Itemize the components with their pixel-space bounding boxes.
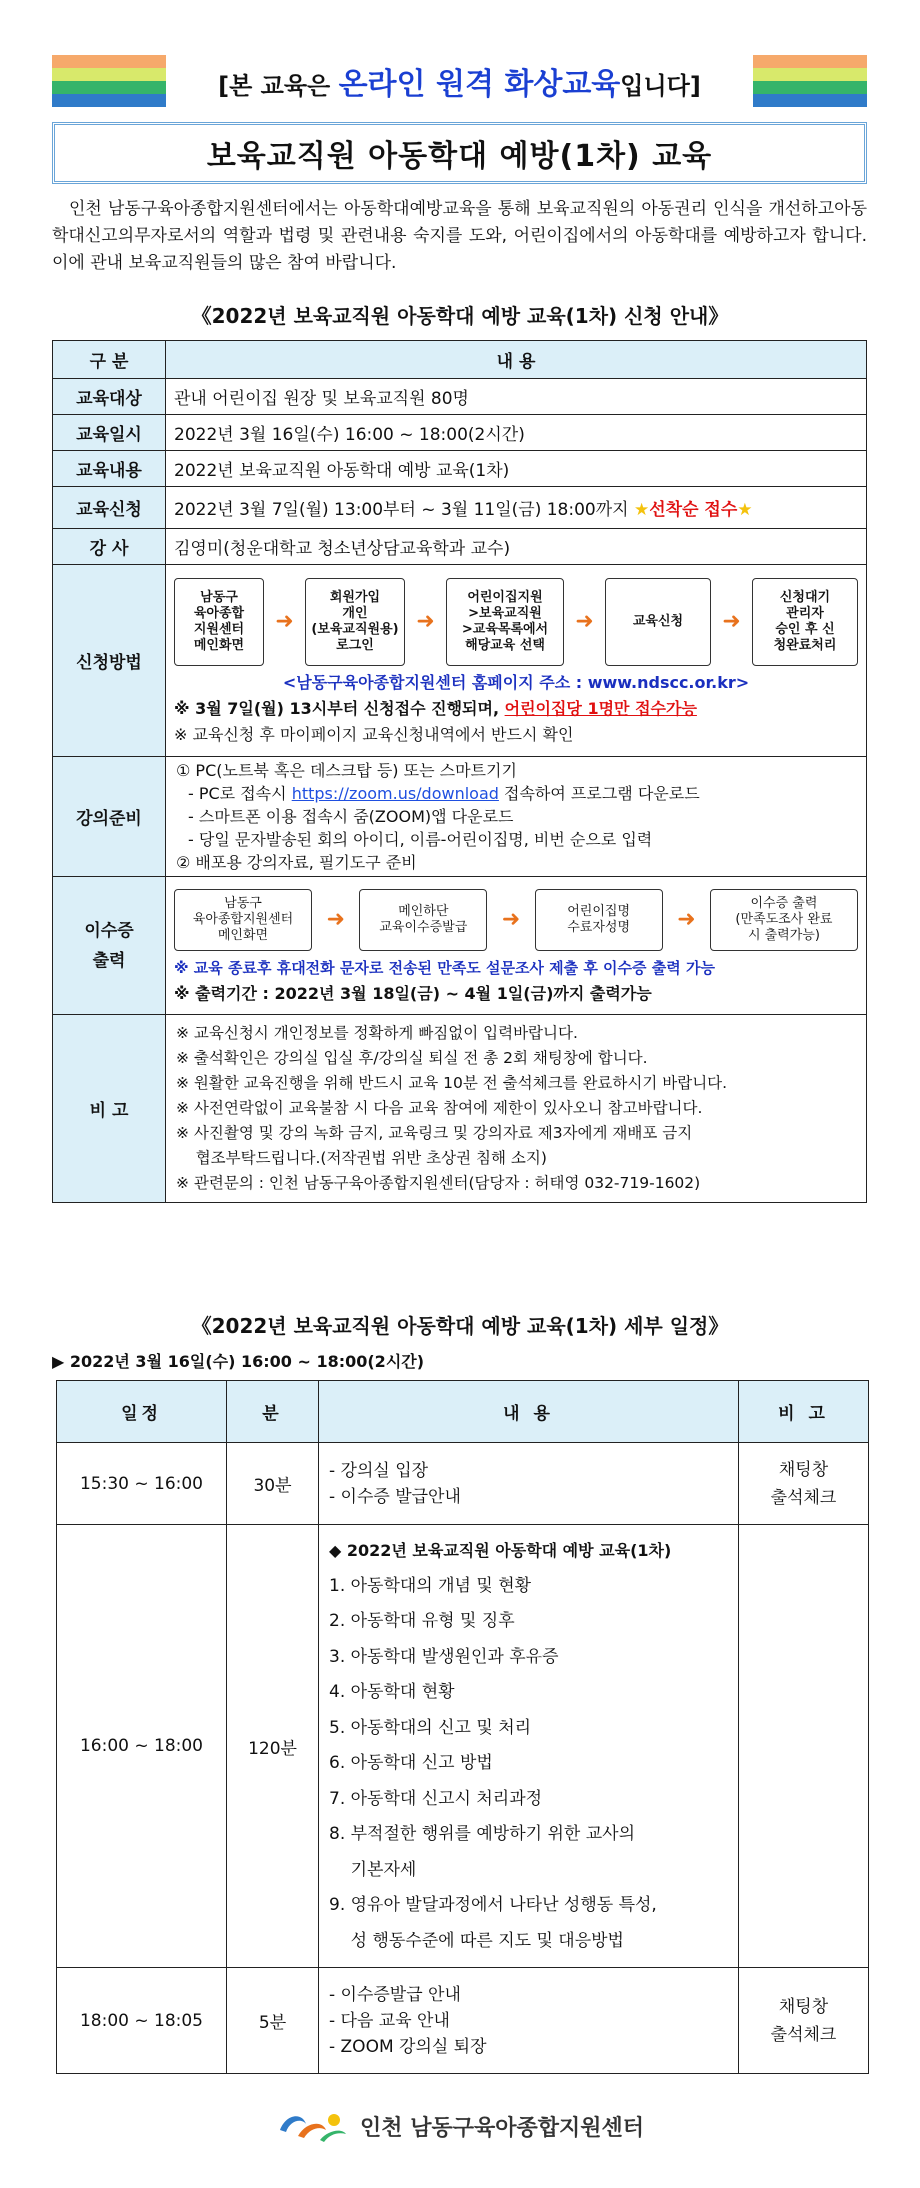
- row-remarks: [53, 1015, 867, 1203]
- cert-step-2: 메인하단 교육이수증발급: [359, 889, 487, 951]
- value-lecturer: 김영미(청운대학교 청소년상담교육학과 교수): [166, 529, 867, 565]
- method-step-4: 교육신청: [605, 578, 711, 666]
- method-flow: [174, 574, 858, 670]
- sched-time: 15:30 ~ 16:00: [57, 1443, 227, 1525]
- schedule-row-2: [57, 1525, 869, 1968]
- arrow-icon: ➜: [326, 907, 345, 932]
- page-title: 보육교직원 아동학대 예방(1차) 교육: [206, 139, 713, 174]
- info-head-label: 구 분: [53, 341, 166, 379]
- schedule-head-row: [57, 1381, 869, 1443]
- sched-time: 18:00 ~ 18:05: [57, 1968, 227, 2074]
- homepage-address: <남동구육아종합지원센터 홈페이지 주소 : www.ndscc.or.kr>: [282, 672, 750, 692]
- row-method: [53, 565, 867, 757]
- label-lecturer: 강 사: [53, 529, 166, 565]
- method-step-2: 회원가입 개인 (보육교직원용) 로그인: [305, 578, 405, 666]
- row-content: [53, 451, 867, 487]
- cert-step-1: 남동구 육아종합지원센터 메인화면: [174, 889, 312, 951]
- schedule-row-1: [57, 1443, 869, 1525]
- footer: [0, 2108, 920, 2144]
- sched-head-content: 내 용: [319, 1381, 739, 1443]
- schedule-date: ▶ 2022년 3월 16일(수) 16:00 ~ 18:00(2시간): [52, 1352, 425, 1371]
- sched-time: 16:00 ~ 18:00: [57, 1525, 227, 1968]
- label-prep: 강의준비: [53, 757, 166, 877]
- decor-stripes-left: [52, 55, 166, 107]
- sched-content: - 이수증발급 안내 - 다음 교육 안내 - ZOOM 강의실 퇴장: [319, 1968, 739, 2074]
- center-logo-icon: [276, 2108, 350, 2144]
- value-method: [166, 565, 867, 757]
- schedule-table: [56, 1380, 869, 2074]
- sched-note: 채팅창 출석체크: [739, 1443, 869, 1525]
- banner-text: [본 교육은 온라인 원격 화상교육입니다]: [218, 67, 701, 102]
- label-certificate: 이수증 출력: [53, 877, 166, 1015]
- row-apply: [53, 487, 867, 529]
- sched-note: 채팅창 출석체크: [739, 1968, 869, 2074]
- sched-content: - 강의실 입장 - 이수증 발급안내: [319, 1443, 739, 1525]
- label-target: 교육대상: [53, 379, 166, 415]
- footer-center-name: 인천 남동구육아종합지원센터: [360, 2115, 644, 2141]
- method-note-1: ※ 3월 7일(월) 13시부터 신청접수 진행되며, 어린이집당 1명만 접수가능: [174, 698, 697, 718]
- value-target: 관내 어린이집 원장 및 보육교직원 80명: [166, 379, 867, 415]
- cert-note-2: ※ 출력기간 : 2022년 3월 18일(금) ~ 4월 1일(금)까지 출력가능: [174, 983, 652, 1003]
- info-head-row: [53, 341, 867, 379]
- row-date: [53, 415, 867, 451]
- zoom-download-link[interactable]: https://zoom.us/download: [291, 784, 499, 803]
- label-remarks: 비 고: [53, 1015, 166, 1203]
- label-content: 교육내용: [53, 451, 166, 487]
- method-step-5: 신청대기 관리자 승인 후 신 청완료처리: [752, 578, 858, 666]
- info-head-content: 내 용: [166, 341, 867, 379]
- info-section-title: 《2022년 보육교직원 아동학대 예방 교육(1차) 신청 안내》: [191, 304, 729, 328]
- row-target: [53, 379, 867, 415]
- method-step-1: 남동구 육아종합 지원센터 메인화면: [174, 578, 264, 666]
- row-lecturer: [53, 529, 867, 565]
- sched-head-note: 비 고: [739, 1381, 869, 1443]
- cert-step-4: 이수증 출력 (만족도조사 완료 시 출력가능): [710, 889, 858, 951]
- label-apply: 교육신청: [53, 487, 166, 529]
- intro-paragraph: 인천 남동구육아종합지원센터에서는 아동학대예방교육을 통해 보육교직원의 아동권리 인식을 개선하고아동학대신고의무자로서의 역할과 법령 및 관련내용 숙지를 도와, 어린이집에서의 아동학대를 예방하고자 합니다. 이에 관내 보육교직원들의 많은 참여 바랍니다.: [52, 199, 867, 273]
- arrow-icon: ➜: [275, 609, 294, 634]
- arrow-icon: ➜: [416, 609, 435, 634]
- cert-flow: [174, 885, 858, 955]
- info-table: [52, 340, 867, 1203]
- decor-stripes-right: [753, 55, 867, 107]
- banner-highlight: 온라인 원격 화상교육: [338, 67, 621, 102]
- cert-note-1: ※ 교육 종료후 휴대전화 문자로 전송된 만족도 설문조사 제출 후 이수증 출력 가능: [174, 958, 715, 977]
- top-banner: [52, 55, 867, 113]
- row-certificate: [53, 877, 867, 1015]
- schedule-section-title: 《2022년 보육교직원 아동학대 예방 교육(1차) 세부 일정》: [191, 1314, 729, 1338]
- sched-content: ◆ 2022년 보육교직원 아동학대 예방 교육(1차) 1. 아동학대의 개념 및 현황 2. 아동학대 유형 및 징후 3. 아동학대 발생원인과 후유증 4. 아동학대 현황 5. 아동학대의 신고 및 처리 6. 아동학대 신고 방법 7. 아동학대 신고시 처리과정 8. 부적절한 행위를 예방하기 위한 교사의 기본자세 9. 영유아 발달과정에서 나타난 성행동 특성, 성 행동수준에 따른 지도 및 대응방법: [319, 1525, 739, 1968]
- arrow-icon: ➜: [575, 609, 594, 634]
- value-certificate: [166, 877, 867, 1015]
- star-icon: ★: [633, 500, 650, 520]
- sched-minutes: 120분: [227, 1525, 319, 1968]
- value-apply: 2022년 3월 7일(월) 13:00부터 ~ 3월 11일(금) 18:00까지 ★선착순 접수★: [166, 487, 867, 529]
- arrow-icon: ➜: [501, 907, 521, 932]
- sched-minutes: 30분: [227, 1443, 319, 1525]
- arrow-icon: ➜: [722, 609, 741, 634]
- arrow-icon: ➜: [677, 907, 696, 932]
- sched-head-time: 일정: [57, 1381, 227, 1443]
- label-date: 교육일시: [53, 415, 166, 451]
- value-remarks: ※ 교육신청시 개인정보를 정확하게 빠짐없이 입력바랍니다. ※ 출석확인은 강의실 입실 후/강의실 퇴실 전 총 2회 채팅창에 합니다. ※ 원활한 교육진행을 위해 반드시 교육 10분 전 출석체크를 완료하시기 바랍니다. ※ 사전연락없이 교육불참 시 다음 교육 참여에 제한이 있사오니 참고바랍니다. ※ 사진촬영 및 강의 녹화 금지, 교육링크 및 강의자료 제3자에게 재배포 금지 협조부탁드립니다.(저작권법 위반 초상권 침해 소지) ※ 관련문의 : 인천 남동구육아종합지원센터(담당자 : 허태영 032-719-1602): [166, 1015, 867, 1203]
- apply-note: 선착순 접수: [649, 500, 738, 520]
- sched-head-minutes: 분: [227, 1381, 319, 1443]
- star-icon: ★: [737, 500, 753, 520]
- value-content: 2022년 보육교직원 아동학대 예방 교육(1차): [166, 451, 867, 487]
- sched-note: [739, 1525, 869, 1968]
- sched-minutes: 5분: [227, 1968, 319, 2074]
- page-title-box: [52, 122, 867, 184]
- schedule-row-3: [57, 1968, 869, 2074]
- value-prep: ① PC(노트북 혹은 데스크탑 등) 또는 스마트기기 - PC로 접속시 https://zoom.us/download 접속하여 프로그램 다운로드 - 스마트폰 이용 접속시 줌(ZOOM)앱 다운로드 - 당일 문자발송된 회의 아이디, 이름-어린이집명, 비번 순으로 입력 ② 배포용 강의자료, 필기도구 준비: [166, 757, 867, 877]
- label-method: 신청방법: [53, 565, 166, 757]
- cert-step-3: 어린이집명 수료자성명: [535, 889, 663, 951]
- method-note-2: ※ 교육신청 후 마이페이지 교육신청내역에서 반드시 확인: [174, 724, 574, 744]
- method-step-3: 어린이집지원 >보육교직원 >교육목록에서 해당교육 선택: [446, 578, 564, 666]
- row-prep: [53, 757, 867, 877]
- value-date: 2022년 3월 16일(수) 16:00 ~ 18:00(2시간): [166, 415, 867, 451]
